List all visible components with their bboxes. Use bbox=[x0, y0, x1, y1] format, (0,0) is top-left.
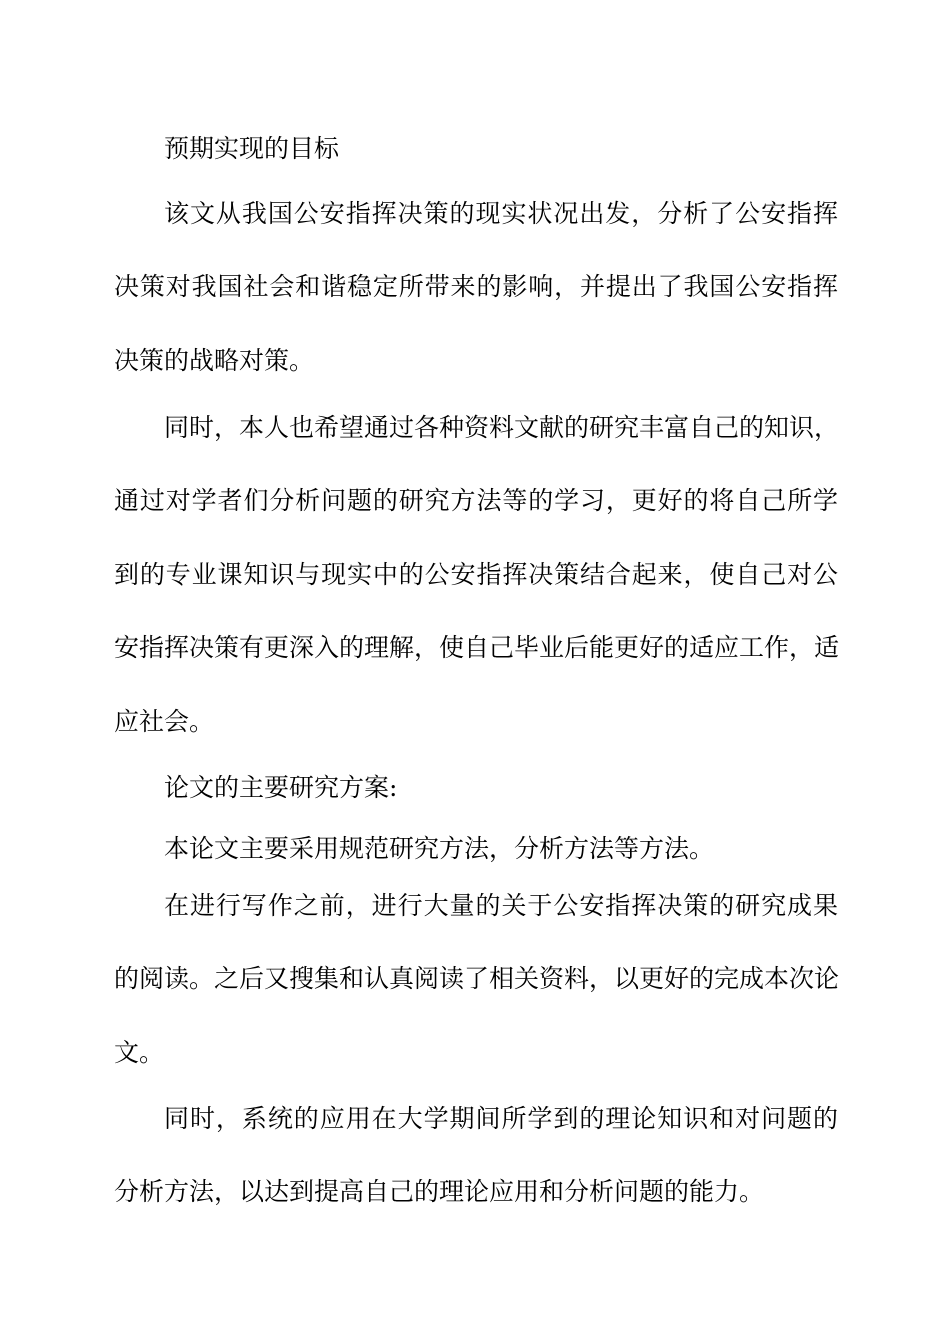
paragraph-2-line-2: 通过对学者们分析问题的研究方法等的学习，更好的将自己所学 bbox=[114, 486, 838, 515]
paragraph-1-line-2: 决策对我国社会和谐稳定所带来的影响，并提出了我国公安指挥 bbox=[114, 272, 838, 301]
paragraph-3-line-1: 本论文主要采用规范研究方法，分析方法等方法。 bbox=[164, 834, 715, 863]
paragraph-1-line-1: 该文从我国公安指挥决策的现实状况出发，分析了公安指挥 bbox=[164, 199, 838, 228]
paragraph-4-line-2: 的阅读。之后又搜集和认真阅读了相关资料，以更好的完成本次论 bbox=[114, 964, 840, 993]
paragraph-2-line-5: 应社会。 bbox=[114, 707, 215, 736]
paragraph-2-line-1: 同时，本人也希望通过各种资料文献的研究丰富自己的知识， bbox=[164, 413, 840, 442]
paragraph-1-line-3: 决策的战略对策。 bbox=[114, 346, 315, 375]
paragraph-5-line-1: 同时，系统的应用在大学期间所学到的理论知识和对问题的 bbox=[164, 1104, 838, 1133]
paragraph-4-line-1: 在进行写作之前，进行大量的关于公安指挥决策的研究成果 bbox=[164, 891, 838, 920]
section-heading-research-plan: 论文的主要研究方案: bbox=[164, 773, 398, 802]
paragraph-2-line-4: 安指挥决策有更深入的理解，使自己毕业后能更好的适应工作，适 bbox=[114, 633, 840, 662]
paragraph-5-line-2: 分析方法，以达到提高自己的理论应用和分析问题的能力。 bbox=[114, 1177, 765, 1206]
section-heading-goals: 预期实现的目标 bbox=[164, 134, 340, 163]
paragraph-4-line-3: 文。 bbox=[114, 1038, 165, 1067]
paragraph-2-line-3: 到的专业课知识与现实中的公安指挥决策结合起来，使自己对公 bbox=[114, 560, 838, 589]
